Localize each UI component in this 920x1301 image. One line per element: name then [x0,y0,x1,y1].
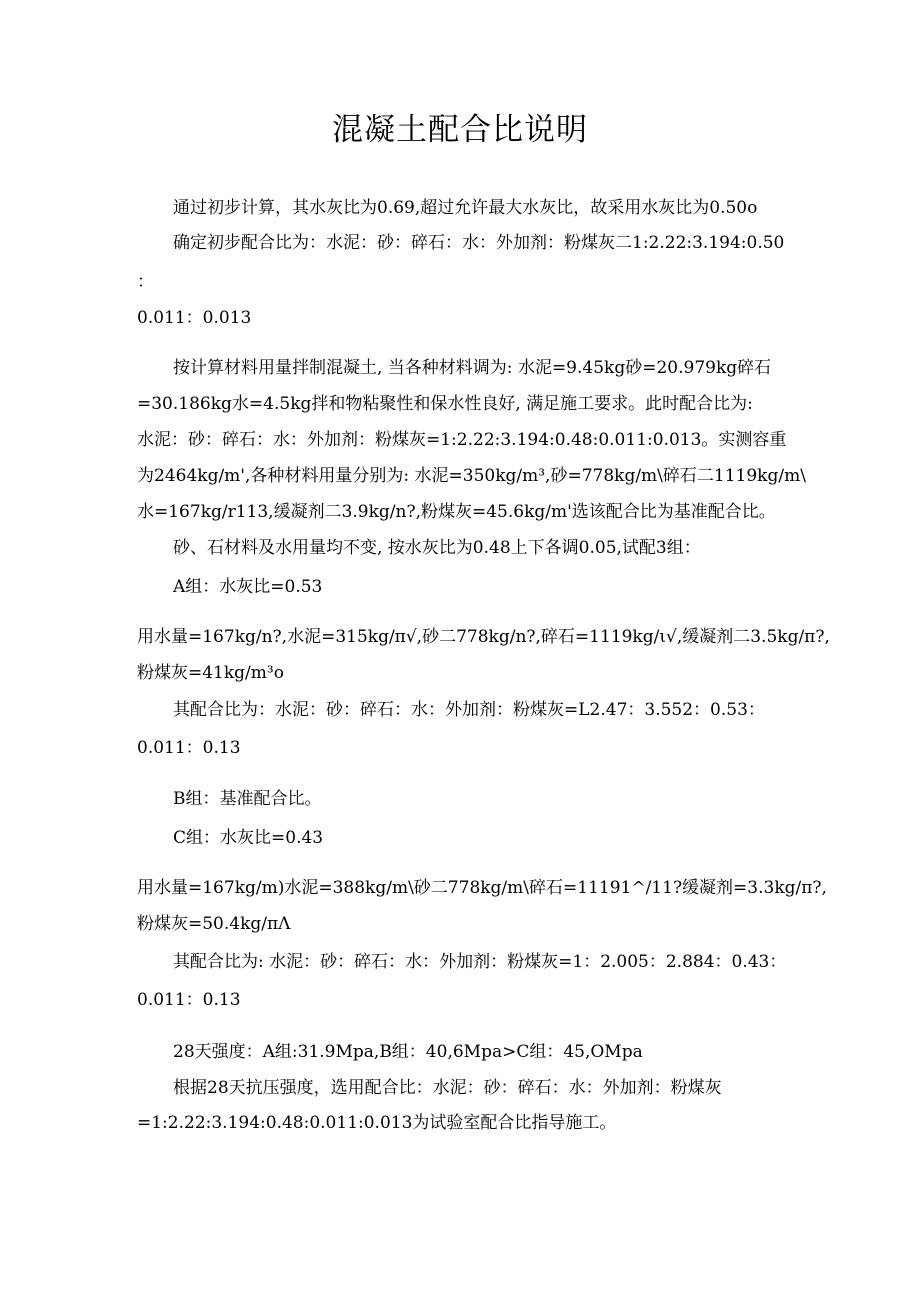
paragraph-line: 粉煤灰=41kg∕m³o [137,663,284,683]
paragraph-line: 确定初步配合比为：水泥：砂：碎石：水：外加剂：粉煤灰二1:2.22:3.194:0.50 [173,233,785,253]
paragraph-line: 0.011：0.13 [137,990,241,1010]
paragraph-line: ： [137,272,154,292]
paragraph-line: 0.011：0.13 [137,738,241,758]
paragraph-line: A组：水灰比=0.53 [173,577,323,597]
paragraph-line: 粉煤灰=50.4kg∕πΛ [137,914,291,934]
paragraph-line: C组：水灰比=0.43 [173,828,324,848]
paragraph-line: =30.186kg水=4.5kg拌和物粘聚性和保水性良好, 满足施工要求。此时配合比为: [137,394,753,414]
paragraph-line: 为2464kg∕m',各种材料用量分别为: 水泥=350kg∕m³,砂=778kg∕m\碎石二1119kg∕m\ [137,466,806,486]
paragraph-line: 水泥：砂：碎石：水：外加剂：粉煤灰=1:2.22:3.194:0.48:0.011:0.013。实测容重 [137,430,787,450]
paragraph-line: =1:2.22:3.194:0.48:0.011:0.013为试验室配合比指导施工。 [137,1113,617,1133]
paragraph-line: 根据28天抗压强度，选用配合比：水泥：砂：碎石：水：外加剂：粉煤灰 [173,1078,722,1098]
document-title: 混凝土配合比说明 [332,112,588,148]
paragraph-line: 用水量=167kg∕m)水泥=388kg∕m\砂二778kg∕m\碎石=11191^/11?缓凝剂=3.3kg∕π?, [137,878,827,898]
paragraph-line: 水=167kg∕r113,缓凝剂二3.9kg∕n?,粉煤灰=45.6kg∕m'选该配合比为基准配合比。 [137,502,776,522]
paragraph-line: 其配合比为: 水泥：砂：碎石：水：外加剂：粉煤灰=1：2.005：2.884：0.43： [173,952,787,972]
paragraph-line: B组：基准配合比。 [173,789,322,809]
paragraph-line: 用水量=167kg∕n?,水泥=315kg∕π√,砂二778kg∕n?,碎石=1119kg∕ι√,缓凝剂二3.5kg∕π?, [137,627,830,647]
paragraph-line: 按计算材料用量拌制混凝土, 当各种材料调为: 水泥=9.45kg砂=20.979kg碎石 [173,358,772,378]
paragraph-line: 0.011：0.013 [137,308,252,328]
paragraph-line: 28天强度：A组:31.9Mpa,B组：40,6Mpa>C组：45,OMpa [173,1042,643,1062]
paragraph-line: 其配合比为：水泥：砂：碎石：水：外加剂：粉煤灰=L2.47：3.552：0.53： [173,700,765,720]
paragraph-line: 通过初步计算，其水灰比为0.69,超过允许最大水灰比，故采用水灰比为0.50o [173,198,758,218]
paragraph-line: 砂、石材料及水用量均不变, 按水灰比为0.48上下各调0.05,试配3组： [173,538,701,558]
